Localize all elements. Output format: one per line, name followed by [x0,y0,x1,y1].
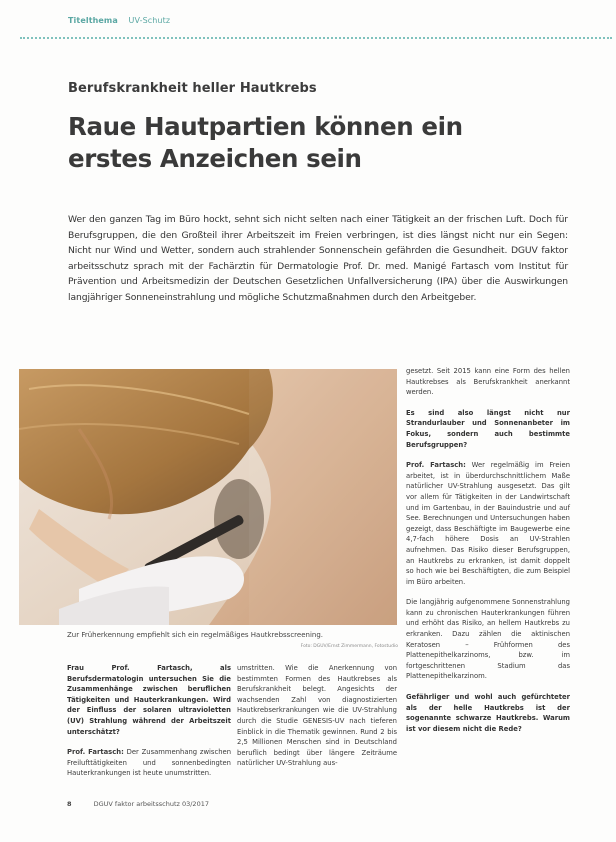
page-footer [67,800,209,808]
publication-name: DGUV faktor arbeitsschutz 03/2017 [93,800,209,808]
interview-answer [67,747,231,779]
speaker-label: Prof. Fartasch: [406,461,466,470]
photo-credit: Foto: DGUV/Ernst Zimmermann, Fotostudio [300,644,398,649]
paragraph: gesetzt. Seit 2015 kann eine Form des hellen Hautkrebses als Berufskrankheit anerkannt werden. [406,367,570,397]
section-label: Titelthema [68,16,118,25]
article-lead: Wer den ganzen Tag im Büro hockt, sehnt sich nicht selten nach einer Tätigkeit an der frischen Luft. Doch für Berufsgruppen, die den Großteil ihrer Arbeitszeit im Freien verbringen, ist dies längst nicht nur ein Segen: Nicht nur Wind und Wetter, sondern auch strahlender Sonnenschein gefährden die Gesundheit. DGUV faktor arbeitsschutz sprach mit der Fachärztin für Dermatologie Prof. Dr. med. Manigé Fartasch vom Institut für Prävention und Arbeitsmedizin der Deutschen Gesetzlichen Unfallversicherung (IPA) über die Auswirkungen langjähriger Sonneneinstrahlung und mögliche Schutzmaßnahmen durch den Arbeitgeber. [68,214,568,303]
article-headline: Raue Hautpartien können ein erstes Anzeichen sein [68,112,463,173]
paragraph: Die langjährig aufgenommene Sonnenstrahlung kann zu chronischen Hauterkrankungen führen und erhöht das Risiko, an hellem Hautkrebs zu erkranken. Dazu zählen die aktinischen Keratosen – Frühformen des Plattenepithelkarzinoms, bzw. im fortgeschrittenen Stadium das Plattenepithelkarzinom. [406,598,570,681]
interview-question: Es sind also längst nicht nur Strandurlauber und Sonnenanbeter im Fokus, sondern auch bestimmte Berufsgruppen? [406,408,570,449]
article-column-middle: umstritten. Wie die Anerkennung von bestimmten Formen des Hautkrebses als Berufskrankheit belegt. Angesichts der wachsenden Zahl von diagnostizierten Hautkrebserkrankungen wie die UV-Strahlung durch die Studie GENESIS-UV nach tieferen Einblick in die Thematik gewinnen. Rund 2 bis 2,5 Millionen Menschen sind in Deutschland beruflich bedingt über längere Zeiträume natürlicher UV-Strahlung aus- [237,664,397,768]
answer-text: Der Zusammenhang zwischen Freilufttätigkeiten und sonnenbedingten Hauterkrankungen ist heute unumstritten. [67,748,232,778]
dotted-divider [20,37,612,39]
speaker-label: Prof. Fartasch: [67,748,124,757]
photo-caption: Zur Früherkennung empfiehlt sich ein regelmäßiges Hautkrebsscreening. [67,631,324,639]
interview-question: Frau Prof. Fartasch, als Berufsdermatologin untersuchen Sie die Zusammenhänge zwischen beruflichen Tätigkeiten und Hauterkrankungen. Wird der Einfluss der solaren ultravioletten (UV) Strahlung während der Arbeitszeit unterschätzt? [67,664,231,736]
article-kicker: Berufskrankheit heller Hautkrebs [68,81,317,96]
section-header [68,16,170,25]
answer-text: Wer regelmäßig im Freien arbeitet, ist in überdurchschnittlichem Maße natürlicher UV-Strahlung ausgesetzt. Das gilt vor allem für Tätigkeiten in der Landwirtschaft und im Gartenbau, in der Bauindustrie und auf See. Berechnungen und Untersuchungen haben gezeigt, dass Beschäftigte im Baugewerbe eine 4,7-fach höhere Dosis an UV-Strahlen aufnehmen. Das Risiko dieser Berufsgruppen, an Hautkrebs zu erkranken, ist damit doppelt so hoch wie bei Beschäftigten, die zum Beispiel im Büro arbeiten. [406,461,570,586]
interview-question: Gefährliger und wohl auch gefürchteter als der helle Hautkrebs ist der sogenannte schwarze Hautkrebs. Warum ist vor diesem nicht die Rede? [406,693,570,733]
topic-label: UV-Schutz [128,16,171,25]
page-number: 8 [67,800,72,808]
article-column-right [406,366,570,744]
interview-answer [406,460,570,587]
article-column-left [67,663,231,789]
skin-screening-photo [19,369,397,625]
